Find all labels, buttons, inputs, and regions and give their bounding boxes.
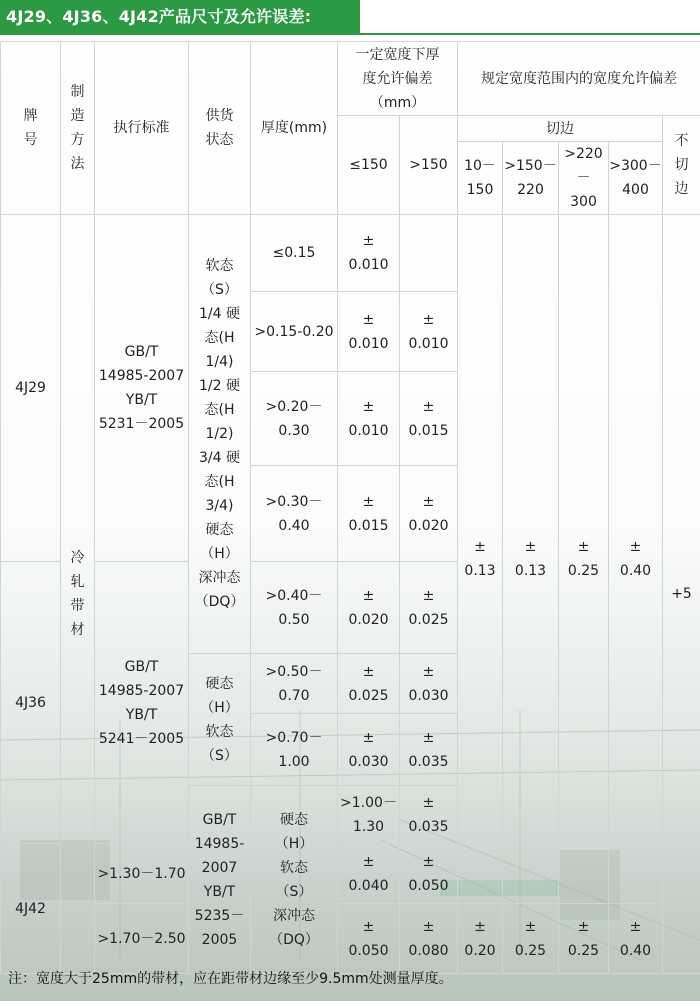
thickness-cell: >0.20－0.30	[251, 372, 338, 466]
header-standard: 执行标准	[95, 42, 189, 215]
width-tol-cell-2: ± 0.13	[503, 215, 559, 904]
tol-le150-cell: ± 0.040	[338, 844, 400, 904]
spec-table	[0, 41, 700, 974]
header-cut-edge: 切边	[458, 116, 663, 142]
grade-4j36: 4J36	[1, 562, 61, 844]
width-tol-cell-4: ± 0.40	[609, 215, 663, 904]
standard-4j36: GB/T 14985-2007 YB/T 5241－2005	[95, 562, 189, 844]
width-tol-cell-1: ± 0.13	[458, 215, 503, 904]
method-cold-rolled: 冷 轧 带 材	[61, 215, 95, 974]
tol-gt150-cell: ± 0.080	[400, 904, 458, 974]
tol-gt150-cell: ± 0.030	[400, 654, 458, 714]
thickness-cell: >1.70－2.50	[95, 904, 189, 974]
header-width-tolerance: 规定宽度范围内的宽度允许偏差	[458, 42, 700, 116]
tol-le150-cell: ± 0.035	[400, 786, 458, 844]
header-gt150: >150	[400, 116, 458, 215]
width-tol-cell-4-lower: ± 0.40	[609, 904, 663, 974]
tol-gt150-cell: ± 0.025	[400, 562, 458, 654]
grade-4j42: 4J42	[1, 844, 61, 974]
width-tol-cell-2-lower: ± 0.25	[503, 904, 559, 974]
tol-gt150-cell: ± 0.015	[400, 372, 458, 466]
supply-state-4j36: 硬态 （H） 软态 （S）	[189, 654, 251, 786]
header-method: 制 造 方 法	[61, 42, 95, 215]
thickness-cell: >1.00－1.30	[338, 786, 400, 844]
tol-le150-cell: ± 0.010	[338, 292, 400, 372]
header-grade: 牌 号	[1, 42, 61, 215]
header-width-range-3: >220－ 300	[559, 142, 609, 215]
standard-4j29: GB/T 14985-2007 YB/T 5231－2005	[95, 215, 189, 562]
no-cut-edge-value: +5	[663, 215, 700, 974]
thickness-cell: >0.50－0.70	[251, 654, 338, 714]
tol-le150-cell: ± 0.030	[338, 714, 400, 786]
supply-state-4j29: 软态 （S） 1/4 硬 态(H 1/4) 1/2 硬 态(H 1/2) 3/4 硬 态(H 3/4) 硬态 （H） 深冲态 （DQ）	[189, 215, 251, 654]
tol-le150-cell: ± 0.010	[338, 372, 400, 466]
thickness-cell: ≤0.15	[251, 215, 338, 292]
tol-gt150-cell: ± 0.010	[400, 292, 458, 372]
page-title: 4J29、4J36、4J42产品尺寸及允许误差:	[6, 7, 312, 26]
thickness-cell: >0.15-0.20	[251, 292, 338, 372]
header-width-range-4: >300－ 400	[609, 142, 663, 215]
tol-gt150-cell: ± 0.020	[400, 466, 458, 562]
width-tol-cell-3-lower: ± 0.25	[559, 904, 609, 974]
tol-le150-cell: ± 0.010	[338, 215, 400, 292]
header-thickness-tolerance: 一定宽度下厚 度允许偏差 （mm）	[338, 42, 458, 116]
footnote: 注：宽度大于25mm的带材，应在距带材边缘至少9.5mm处测量厚度。	[8, 971, 453, 987]
width-tol-cell-1-lower: ± 0.20	[458, 904, 503, 974]
title-bar	[0, 0, 360, 33]
title-underline	[0, 33, 700, 35]
header-width-range-1: 10－ 150	[458, 142, 503, 215]
supply-state-4j42: 硬态 （H） 软态 （S） 深冲态 （DQ）	[251, 786, 338, 974]
header-width-range-2: >150－ 220	[503, 142, 559, 215]
header-le150: ≤150	[338, 116, 400, 215]
tol-le150-cell: ± 0.025	[338, 654, 400, 714]
tol-gt150-cell: ± 0.050	[400, 844, 458, 904]
tol-le150-cell: ± 0.050	[338, 904, 400, 974]
width-tol-cell-3: ± 0.25	[559, 215, 609, 904]
tol-gt150-cell: ± 0.035	[400, 714, 458, 786]
header-thickness: 厚度(mm)	[251, 42, 338, 215]
header-supply: 供货 状态	[189, 42, 251, 215]
thickness-cell: >0.40－0.50	[251, 562, 338, 654]
thickness-cell: >0.70－1.00	[251, 714, 338, 786]
standard-4j42: GB/T 14985-2007 YB/T 5235－2005	[189, 786, 251, 974]
thickness-cell: >1.30－1.70	[95, 844, 189, 904]
grade-4j29: 4J29	[1, 215, 61, 562]
thickness-cell: >0.30－0.40	[251, 466, 338, 562]
tol-gt150-cell	[400, 215, 458, 292]
tol-le150-cell: ± 0.020	[338, 562, 400, 654]
header-no-cut-edge: 不 切 边	[663, 116, 700, 215]
tol-le150-cell: ± 0.015	[338, 466, 400, 562]
